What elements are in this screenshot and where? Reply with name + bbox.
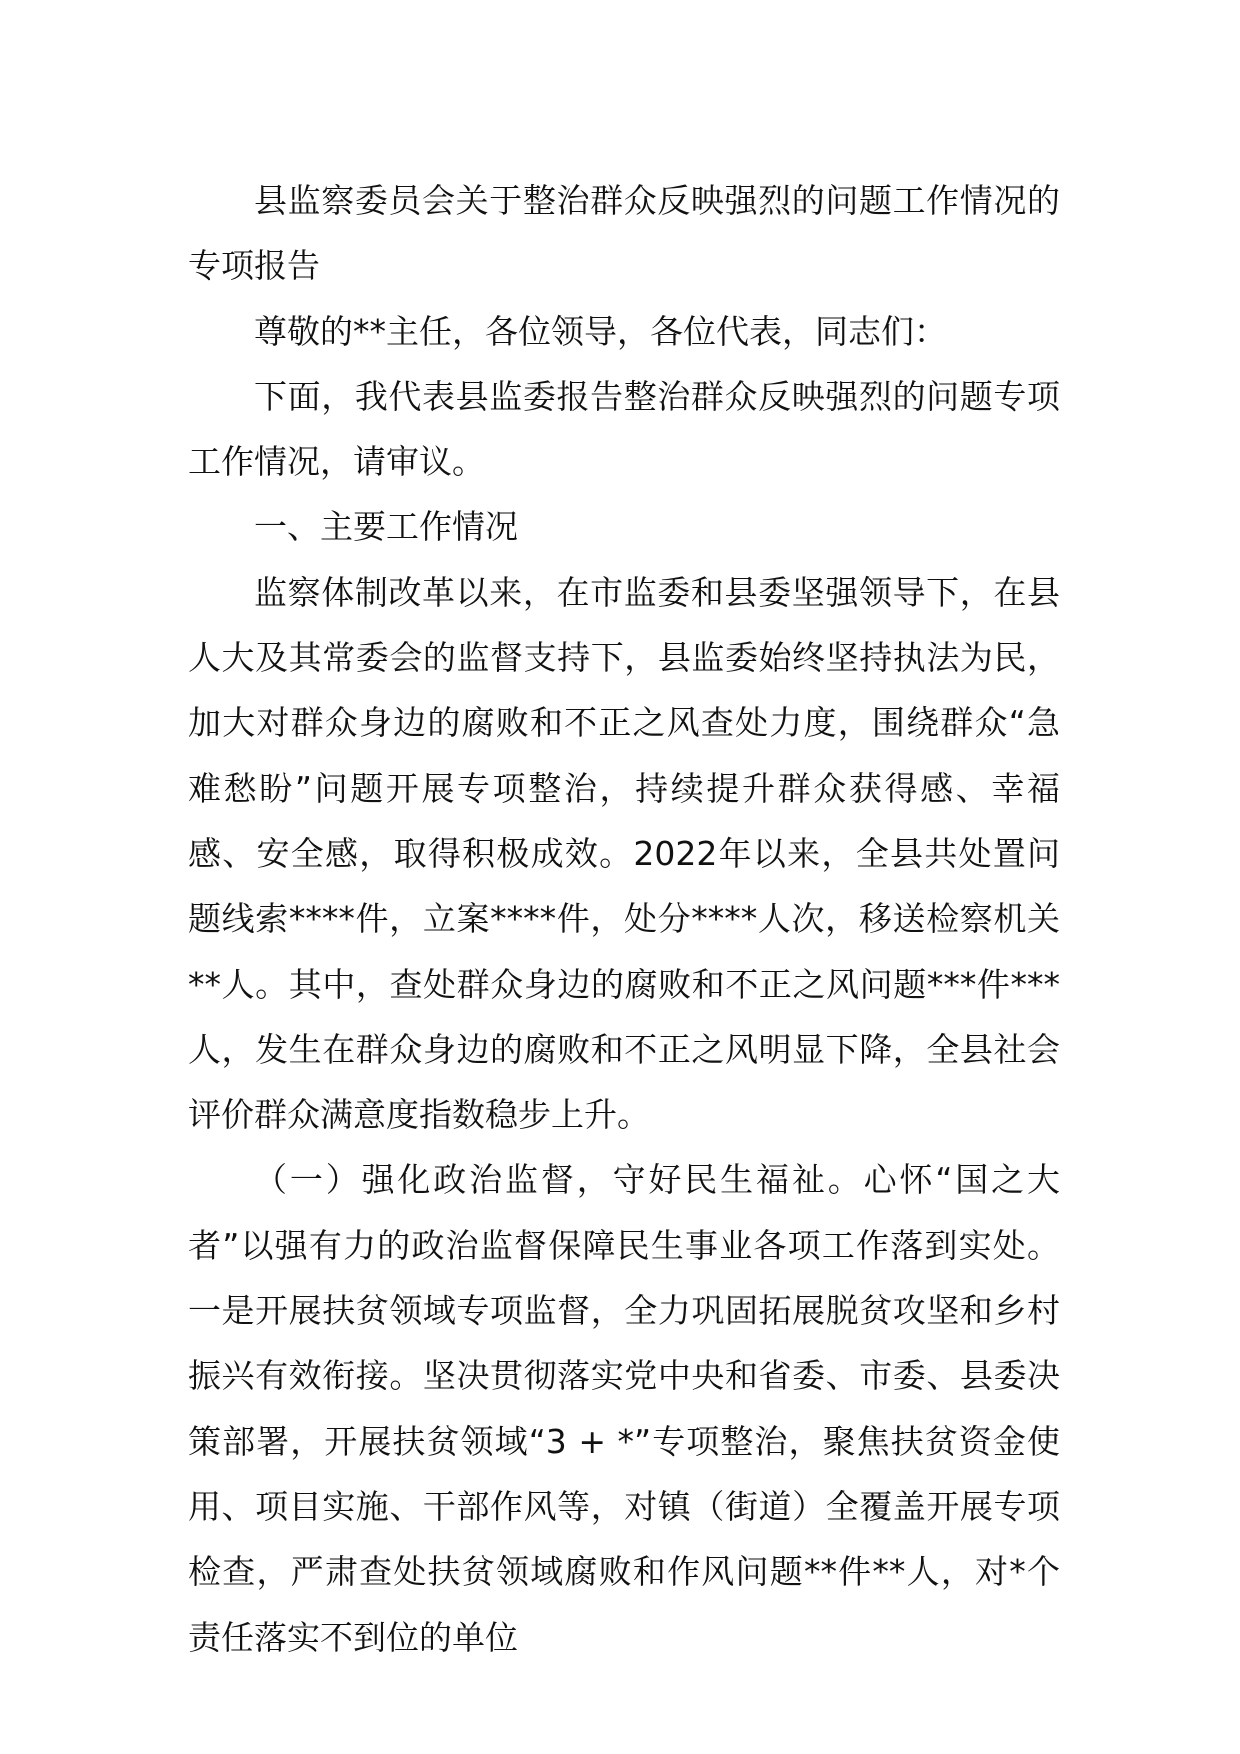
section-paragraph: 监察体制改革以来，在市监委和县委坚强领导下，在县人大及其常委会的监督支持下，县监委始终坚持执法为民，加大对群众身边的腐败和不正之风查处力度，围绕群众“急难愁盼”问题开展专项整治，持续提升群众获得感、幸福感、安全感，取得积极成效。2022年以来，全县共处置问题线索****件，立案****件，处分****人次，移送检察机关**人。其中，查处群众身边的腐败和不正之风问题***件***人，发生在群众身边的腐败和不正之风明显下降，全县社会评价群众满意度指数稳步上升。 — [188, 572, 1060, 1135]
section-heading: 一、主要工作情况 — [254, 507, 518, 547]
intro-paragraph: 下面，我代表县监委报告整治群众反映强烈的问题专项工作情况，请审议。 — [188, 376, 1060, 482]
subsection-paragraph: （一）强化政治监督，守好民生福祉。心怀“国之大者”以强有力的政治监督保障民生事业各项工作落到实处。一是开展扶贫领域专项监督，全力巩固拓展脱贫攻坚和乡村振兴有效衔接。坚决贯彻落实党中央和省委、市委、县委决策部署，开展扶贫领域“3 + *”专项整治，聚焦扶贫资金使用、项目实施、干部作风等，对镇（街道）全覆盖开展专项检查，严肃查处扶贫领域腐败和作风问题**件**人，对*个责任落实不到位的单位 — [188, 1160, 1060, 1657]
salutation: 尊敬的**主任，各位领导，各位代表，同志们： — [254, 311, 947, 351]
document-title: 县监察委员会关于整治群众反映强烈的问题工作情况的专项报告 — [188, 181, 1060, 286]
document-body — [188, 168, 1060, 1670]
